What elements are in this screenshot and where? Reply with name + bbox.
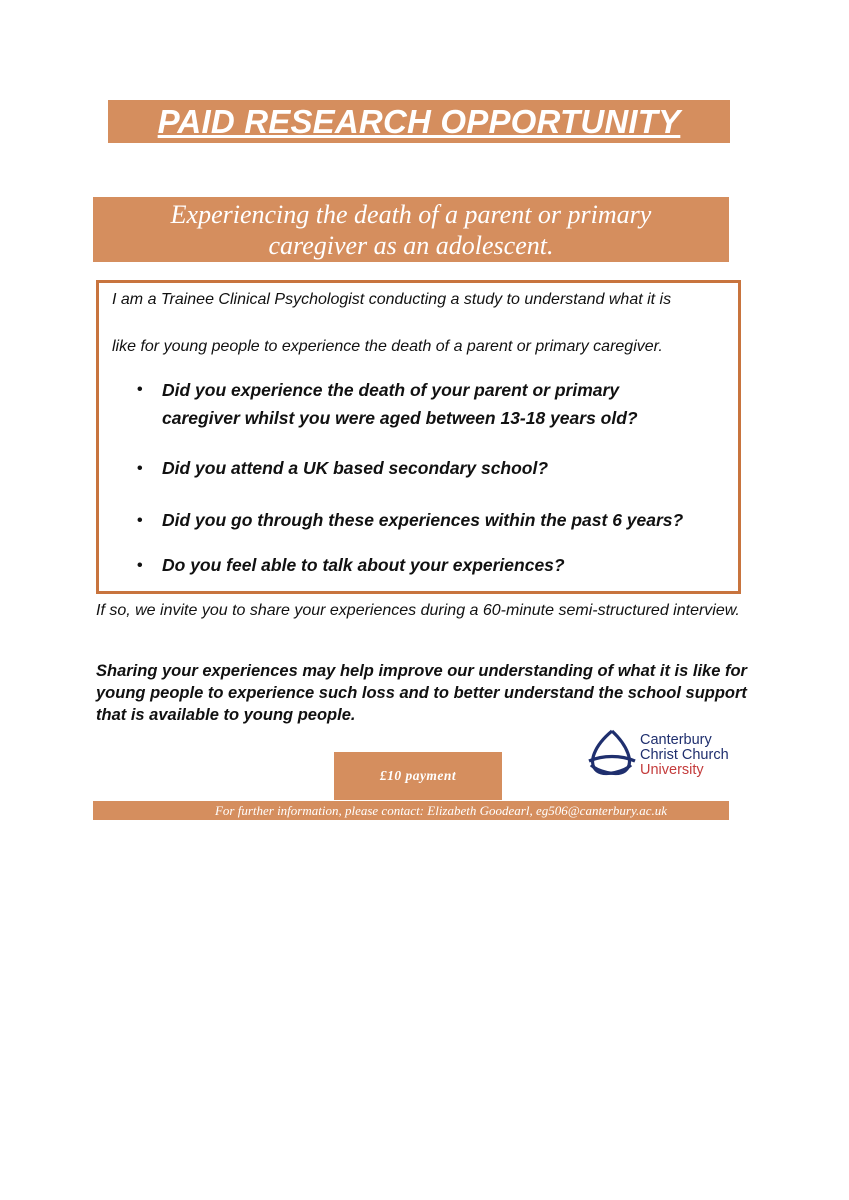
subtitle-banner — [93, 197, 729, 262]
title-banner — [108, 100, 730, 143]
bullet-2: • — [137, 460, 143, 477]
bullet-3: • — [137, 512, 143, 529]
contact-banner — [93, 801, 729, 820]
question-1-line-2: caregiver whilst you were aged between 13-18 years old? — [162, 408, 638, 428]
subtitle-line-2: caregiver as an adolescent. — [268, 230, 554, 260]
page-title: PAID RESEARCH OPPORTUNITY — [157, 102, 681, 140]
logo-wordmark — [640, 733, 729, 778]
question-3: Did you go through these experiences within the past 6 years? — [162, 510, 684, 530]
intro-line-2: like for young people to experience the death of a parent or primary caregiver. — [112, 338, 663, 355]
question-1-line-1: Did you experience the death of your parent or primary — [162, 380, 620, 400]
trinity-knot-icon — [589, 731, 635, 773]
intro-line-1: I am a Trainee Clinical Psychologist conducting a study to understand what it is — [112, 291, 672, 308]
sharing-text: Sharing your experiences may help improve our understanding of what it is like for young people to experience such loss and to better understand the school support that is available to young people. — [96, 662, 747, 724]
subtitle-line-1: Experiencing the death of a parent or primary — [170, 199, 652, 229]
question-4: Do you feel able to talk about your experiences? — [162, 555, 565, 575]
logo-line-3: University — [640, 762, 704, 778]
payment-text: £10 payment — [379, 768, 457, 783]
bullet-1: • — [137, 381, 143, 398]
logo-line-1: Canterbury — [640, 732, 712, 748]
bullet-4: • — [137, 557, 143, 574]
invite-text: If so, we invite you to share your experiences during a 60-minute semi-structured interview. — [96, 602, 740, 619]
contact-text: For further information, please contact: Elizabeth Goodearl, eg506@canterbury.ac.uk — [214, 802, 668, 818]
question-2: Did you attend a UK based secondary school? — [162, 458, 549, 478]
info-box — [96, 280, 741, 594]
payment-badge — [334, 752, 502, 800]
logo-line-2: Christ Church — [640, 747, 729, 763]
